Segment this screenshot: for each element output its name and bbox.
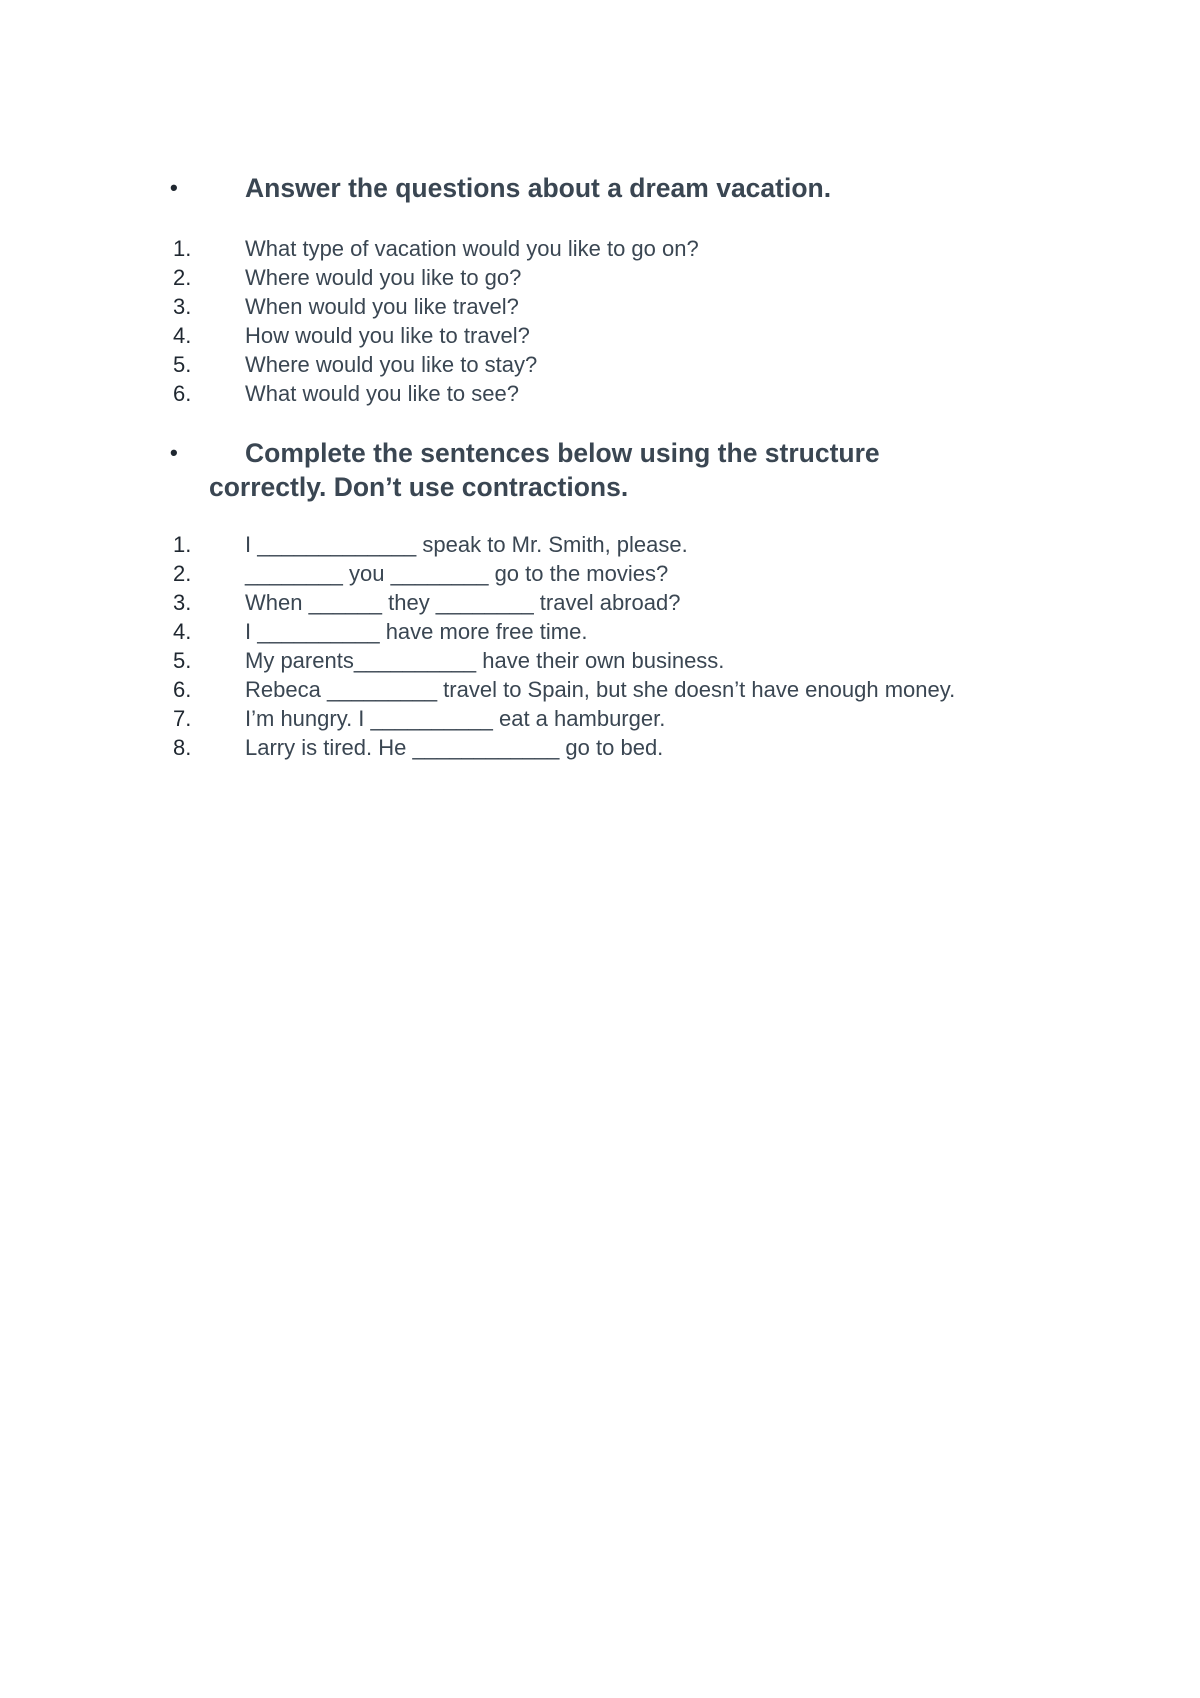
item-number: 8. xyxy=(173,735,192,760)
list-item xyxy=(170,379,1070,408)
section2-heading xyxy=(170,436,1050,504)
list-item xyxy=(170,530,1070,559)
list-item xyxy=(170,733,1070,762)
item-text: I __________ have more free time. xyxy=(245,619,588,644)
item-text: Where would you like to stay? xyxy=(245,352,538,377)
item-text: Larry is tired. He ____________ go to bed. xyxy=(245,735,664,760)
list-item xyxy=(170,559,1070,588)
list-item xyxy=(170,234,1070,263)
item-number: 3. xyxy=(173,294,192,319)
section1-heading xyxy=(170,171,1050,205)
item-text: When would you like travel? xyxy=(245,294,519,319)
item-number: 1. xyxy=(173,532,192,557)
item-text: I’m hungry. I __________ eat a hamburger. xyxy=(245,706,666,731)
item-number: 3. xyxy=(173,590,192,615)
list-item xyxy=(170,617,1070,646)
item-number: 6. xyxy=(173,381,192,406)
list-item xyxy=(170,588,1070,617)
item-number: 7. xyxy=(173,706,192,731)
item-text: Where would you like to go? xyxy=(245,265,522,290)
item-number: 5. xyxy=(173,648,192,673)
item-text: ________ you ________ go to the movies? xyxy=(245,561,669,586)
item-number: 5. xyxy=(173,352,192,377)
item-text: When ______ they ________ travel abroad? xyxy=(245,590,681,615)
section1-heading-text: Answer the questions about a dream vacation. xyxy=(245,173,832,203)
item-number: 4. xyxy=(173,619,192,644)
bullet-icon: • xyxy=(170,440,178,465)
item-number: 6. xyxy=(173,677,192,702)
list-item xyxy=(170,646,1070,675)
item-text: I _____________ speak to Mr. Smith, please. xyxy=(245,532,688,557)
item-text: What would you like to see? xyxy=(245,381,519,406)
item-number: 2. xyxy=(173,561,192,586)
questions-list xyxy=(170,234,1070,408)
list-item xyxy=(170,263,1070,292)
item-number: 1. xyxy=(173,236,192,261)
bullet-icon: • xyxy=(170,175,178,200)
item-number: 2. xyxy=(173,265,192,290)
item-text: What type of vacation would you like to go on? xyxy=(245,236,699,261)
list-item xyxy=(170,321,1070,350)
item-text: My parents__________ have their own business. xyxy=(245,648,725,673)
list-item xyxy=(170,704,1070,733)
list-item xyxy=(170,675,1070,704)
section2-heading-line2: correctly. Don’t use contractions. xyxy=(209,472,629,502)
list-item xyxy=(170,292,1070,321)
list-item xyxy=(170,350,1070,379)
item-number: 4. xyxy=(173,323,192,348)
item-text: How would you like to travel? xyxy=(245,323,530,348)
sentences-list xyxy=(170,530,1070,762)
section2-heading-line1: Complete the sentences below using the structure xyxy=(245,438,880,468)
item-text: Rebeca _________ travel to Spain, but she doesn’t have enough money. xyxy=(245,677,956,702)
